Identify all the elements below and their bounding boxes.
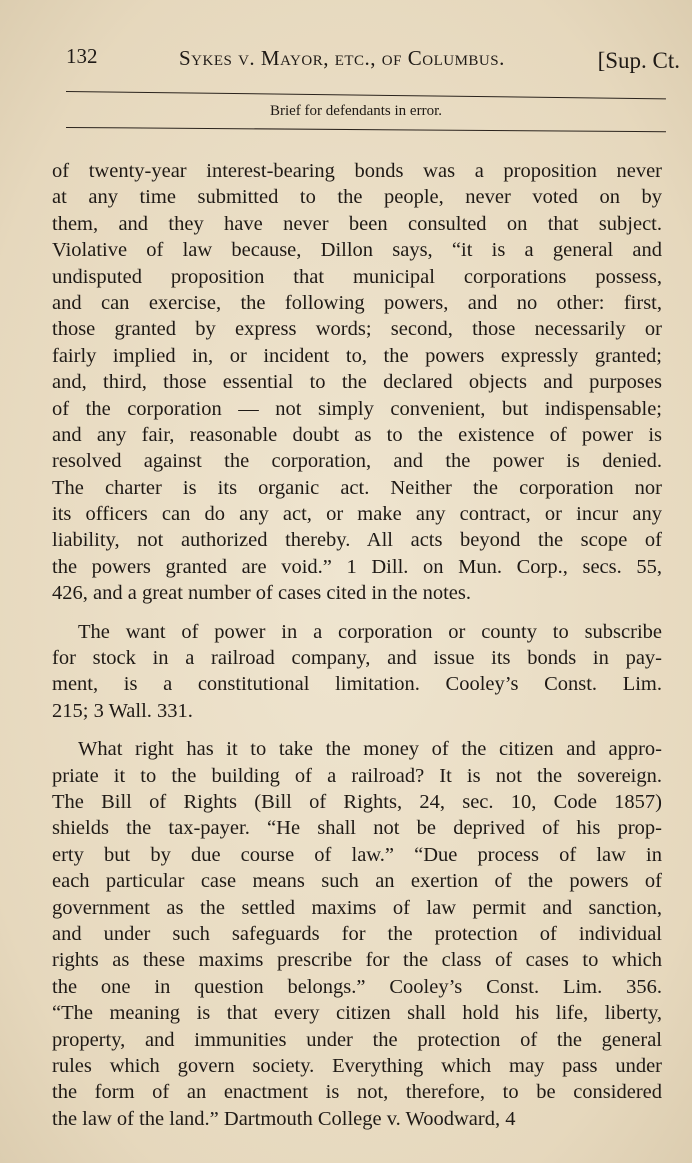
header-rule-bottom [66,127,666,132]
text-line: of twenty-year interest-bearing bonds was a proposition never [52,160,662,182]
text-line: the form of an enactment is not, therefore, to be considered [52,1081,662,1104]
text-line: at any time submitted to the people, never voted on by [52,186,662,209]
text-line: The charter is its organic act. Neither the corporation nor [52,476,662,499]
text-line: the one in question belongs.” Cooley’s Const. Lim. 356. [52,975,662,998]
running-title: Sykes v. Mayor, etc., of Columbus. [179,46,505,70]
text-line: its officers can do any act, or make any contract, or incur any [52,503,662,526]
text-line: rights as these maxims prescribe for the class of cases to which [52,949,662,972]
text-line: 426, and a great number of cases cited in the notes. [52,582,471,605]
text-line: rules which govern society. Everything which may pass under [52,1054,662,1077]
text-line: and, third, those essential to the declared objects and purposes [52,371,662,394]
text-line: and any fair, reasonable doubt as to the existence of power is [52,423,662,446]
text-line: of the corporation — not simply convenient, but indispensable; [52,397,662,420]
text-line: undisputed proposition that municipal corporations possess, [52,265,662,288]
text-line: “The meaning is that every citizen shall hold his life, liberty, [52,1002,662,1025]
court-label: [Sup. Ct. [597,48,680,73]
text-line: The want of power in a corporation or county to subscribe [78,620,662,643]
text-line: fairly implied in, or incident to, the powers expressly granted; [52,344,662,367]
text-line: erty but by due course of law.” “Due process of law in [52,843,662,866]
text-line: shields the tax-payer. “He shall not be deprived of his prop- [52,817,662,840]
text-line: ment, is a constitutional limitation. Cooley’s Const. Lim. [52,673,662,696]
header-rule-top [66,91,666,99]
text-line: property, and immunities under the protection of the general [52,1028,662,1051]
text-line: them, and they have never been consulted on that subject. [52,212,662,235]
text-line: priate it to the building of a railroad? It is not the sovereign. [52,764,662,787]
text-line: Violative of law because, Dillon says, “it is a general and [52,239,662,262]
text-line: each particular case means such an exertion of the powers of [52,870,662,893]
text-line: The Bill of Rights (Bill of Rights, 24, sec. 10, Code 1857) [52,790,662,813]
text-line: the law of the land.” Dartmouth College v. Woodward, 4 [52,1107,516,1130]
subheading: Brief for defendants in error. [269,103,443,119]
text-line: and under such safeguards for the protection of individual [52,922,662,945]
text-line: What right has it to take the money of the citizen and appro- [78,738,662,761]
text-line: the powers granted are void.” 1 Dill. on Mun. Corp., secs. 55, [52,555,662,578]
text-line: 215; 3 Wall. 331. [52,699,193,722]
body-text [52,158,662,1132]
text-line: resolved against the corporation, and the power is denied. [52,450,662,473]
page-number: 132 [66,44,98,68]
running-header [66,44,680,76]
text-line: and can exercise, the following powers, and no other: first, [52,291,662,314]
text-line: liability, not authorized thereby. All acts beyond the scope of [52,529,662,552]
paragraph-gap [52,607,662,619]
text-line: those granted by express words; second, those necessarily or [52,318,662,341]
paragraph-gap [52,724,662,736]
text-line: government as the settled maxims of law permit and sanction, [52,896,662,919]
text-line: for stock in a railroad company, and issue its bonds in pay- [52,647,662,670]
